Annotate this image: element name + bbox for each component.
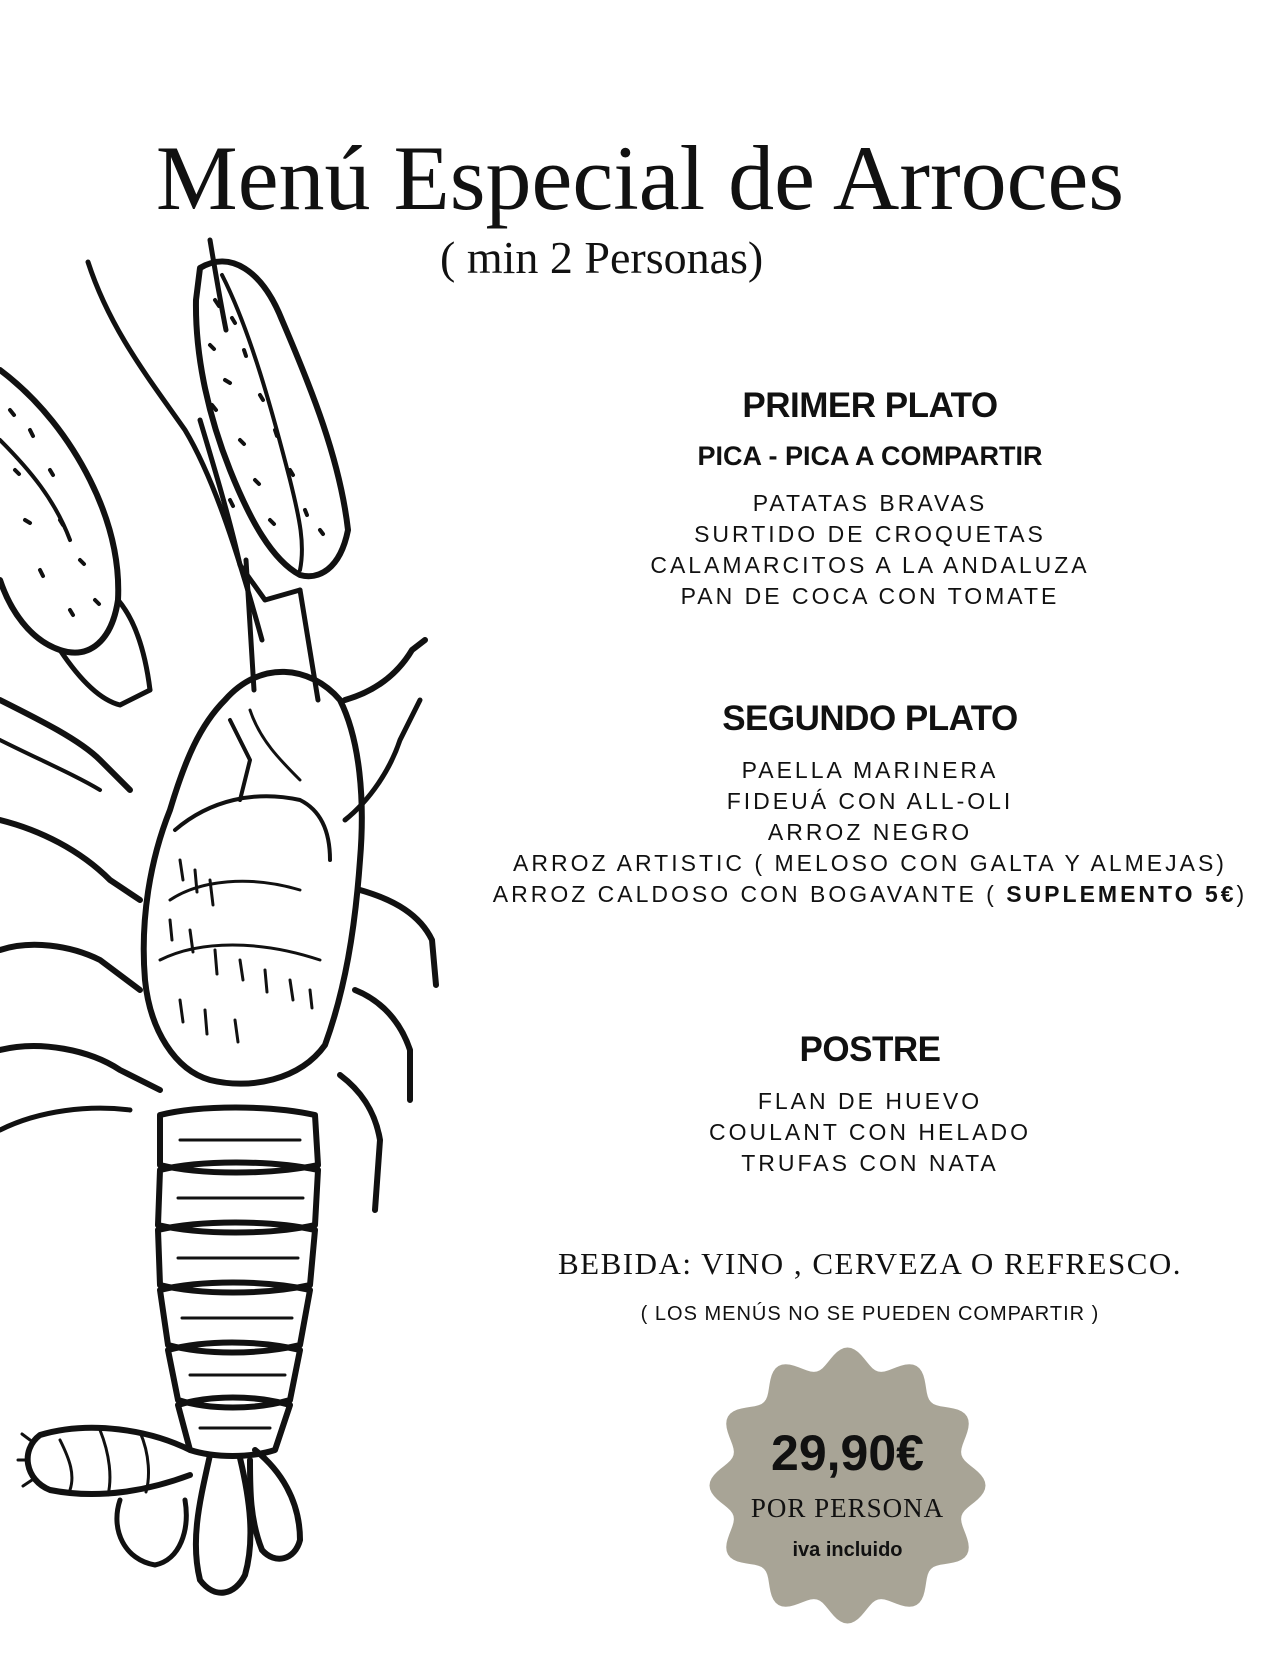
tax-note: iva incluido — [792, 1539, 903, 1561]
section-subheading: PICA - PICA A COMPARTIR — [697, 441, 1043, 471]
menu-item: TRUFAS CON NATA — [741, 1150, 999, 1176]
menu-item: PAELLA MARINERA — [741, 757, 999, 783]
section-segundo-plato — [470, 697, 1270, 910]
menu-item: FLAN DE HUEVO — [757, 1088, 983, 1114]
menu-item: PATATAS BRAVAS — [752, 490, 988, 516]
menu-item: PAN DE COCA CON TOMATE — [680, 583, 1060, 609]
section-heading: PRIMER PLATO — [742, 386, 998, 425]
supplement-label: SUPLEMENTO 5€ — [1006, 881, 1237, 907]
menu-item-text: ARROZ CALDOSO CON BOGAVANTE ( — [492, 881, 1007, 907]
price-badge — [705, 1343, 990, 1628]
section-primer-plato — [470, 384, 1270, 612]
menu-item: COULANT CON HELADO — [709, 1119, 1031, 1145]
menu-item: ARROZ NEGRO — [767, 819, 973, 845]
menu-item-supplement — [470, 879, 1270, 910]
price-per-person: POR PERSONA — [750, 1493, 945, 1523]
menu-item: SURTIDO DE CROQUETAS — [694, 521, 1046, 547]
menu-item: FIDEUÁ CON ALL-OLI — [726, 788, 1014, 814]
section-postre — [470, 1028, 1270, 1179]
menu-title: Menú Especial de Arroces — [155, 127, 1125, 229]
menu-subtitle: ( min 2 Personas) — [440, 232, 764, 283]
sharing-note: ( LOS MENÚS NO SE PUEDEN COMPARTIR ) — [640, 1303, 1100, 1325]
menu-item-text-end: ) — [1236, 881, 1248, 907]
drinks-line: BEBIDA: VINO , CERVEZA O REFRESCO. — [557, 1246, 1183, 1281]
section-heading: POSTRE — [799, 1030, 941, 1069]
section-heading: SEGUNDO PLATO — [722, 699, 1018, 738]
menu-item: CALAMARCITOS A LA ANDALUZA — [650, 552, 1090, 578]
menu-item: ARROZ ARTISTIC ( MELOSO CON GALTA Y ALMEJAS) — [513, 850, 1227, 876]
price-amount: 29,90€ — [771, 1425, 924, 1481]
badge-shape-icon — [705, 1343, 990, 1628]
lobster-illustration-icon — [0, 0, 470, 1657]
